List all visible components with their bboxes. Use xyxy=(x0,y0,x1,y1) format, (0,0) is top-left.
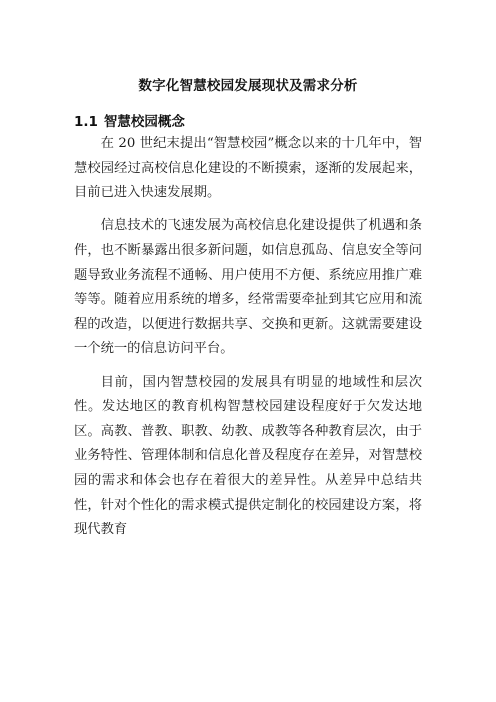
section-title: 智慧校园概念 xyxy=(103,114,185,130)
document-title: 数字化智慧校园发展现状及需求分析 xyxy=(138,78,358,94)
body-text xyxy=(74,132,422,551)
paragraph: 在 20 世纪末提出“智慧校园”概念以来的十几年中，智慧校园经过高校信息化建设的不断摸索，逐渐的发展起来，目前已进入快速发展期。 xyxy=(74,136,422,201)
section-heading xyxy=(74,110,185,130)
paragraph: 信息技术的飞速发展为高校信息化建设提供了机遇和条件，也不断暴露出很多新问题，如信息孤岛、信息安全等问题导致业务流程不通畅、用户使用不方便、系统应用推广难等等。随着应用系统的增多，经常需要牵扯到其它应用和流程的改造，以便进行数据共享、交换和更新。这就需要建设一个统一的信息访问平台。 xyxy=(74,218,422,357)
section-number: 1.1 xyxy=(74,114,98,130)
paragraph: 目前，国内智慧校园的发展具有明显的地域性和层次性。发达地区的教育机构智慧校园建设程度好于欠发达地区。高教、普教、职教、幼教、成教等各种教育层次，由于业务特性、管理体制和信息化普及程度存在差异，对智慧校园的需求和体会也存在着很大的差异性。从差异中总结共性，针对个性化的需求模式提供定制化的校园建设方案，将现代教育 xyxy=(74,374,422,538)
